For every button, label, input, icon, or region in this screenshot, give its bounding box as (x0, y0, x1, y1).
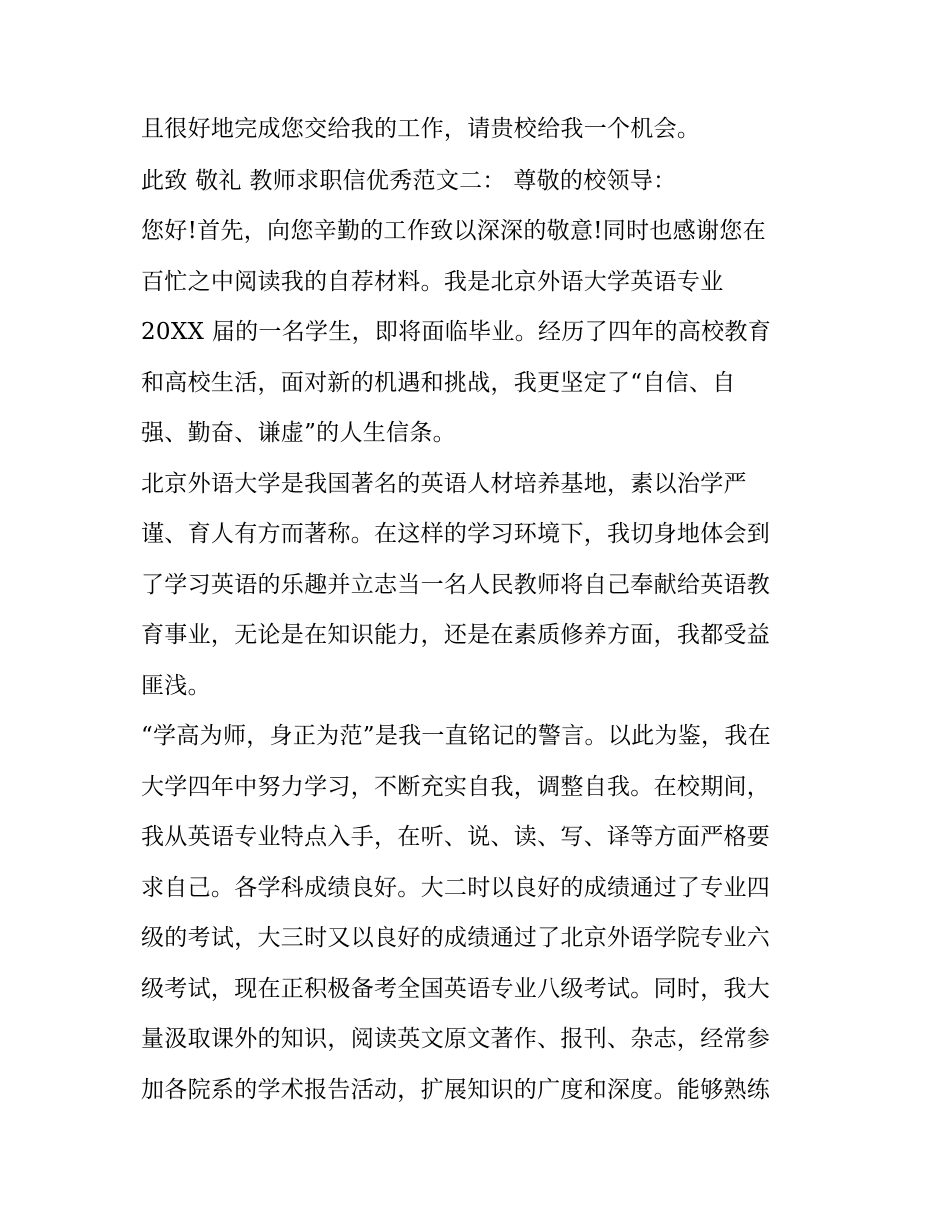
text-line: 育事业，无论是在知识能力，还是在素质修养方面，我都受益 (141, 622, 771, 648)
text-line: 强、勤奋、谦虚”的人生信条。 (141, 420, 456, 446)
text-line: 此致 敬礼 教师求职信优秀范文二： 尊敬的校领导： (141, 168, 677, 194)
text-line: 且很好地完成您交给我的工作，请贵校给我一个机会。 (141, 116, 701, 142)
text-line: 了学习英语的乐趣并立志当一名人民教师将自己奉献给英语教 (141, 572, 771, 598)
text-line: 百忙之中阅读我的自荐材料。我是北京外语大学英语专业 (141, 269, 724, 295)
text-line: 您好!首先，向您辛勤的工作致以深深的敬意!同时也感谢您在 (141, 218, 766, 244)
text-line: “学高为师，身正为范”是我一直铭记的警言。以此为鉴，我在 (141, 723, 771, 749)
text-line: 量汲取课外的知识，阅读英文原文著作、报刊、杂志，经常参 (141, 1026, 771, 1052)
text-line: 级考试，现在正积极备考全国英语专业八级考试。同时，我大 (141, 976, 771, 1002)
text-line: 匪浅。 (141, 673, 211, 699)
text-line: 谨、育人有方而著称。在这样的学习环境下，我切身地体会到 (141, 521, 771, 547)
text-line: 20XX 届的一名学生，即将面临毕业。经历了四年的高校教育 (141, 319, 772, 345)
text-line: 级的考试，大三时又以良好的成绩通过了北京外语学院专业六 (141, 925, 771, 951)
text-line: 加各院系的学术报告活动，扩展知识的广度和深度。能够熟练 (141, 1077, 771, 1103)
text-line: 大学四年中努力学习，不断充实自我，调整自我。在校期间， (141, 774, 771, 800)
text-line: 北京外语大学是我国著名的英语人材培养基地，素以治学严 (141, 471, 747, 497)
text-line: 求自己。各学科成绩良好。大二时以良好的成绩通过了专业四 (141, 875, 771, 901)
text-line: 和高校生活，面对新的机遇和挑战，我更坚定了“自信、自 (141, 370, 736, 396)
text-line: 我从英语专业特点入手，在听、说、读、写、译等方面严格要 (141, 824, 771, 850)
